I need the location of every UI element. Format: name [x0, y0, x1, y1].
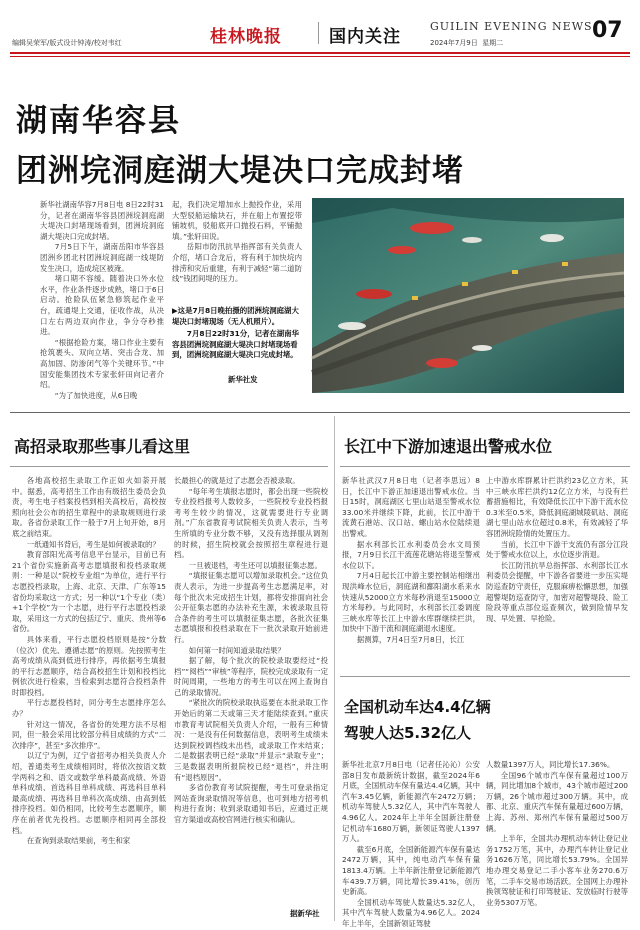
vehicles-paragraph: 上半年，全国共办理机动车转让登记业务1752万笔，其中，办理汽车转让登记业务1626万笔，同比增长53.79%。全国异地办理交易登记二手小客车业务270.6万笔，二手车交易市场活跃。全国网上办理补换领驾驶证和打印驾驶证、发放临时行驶等业务5307万笔。: [486, 834, 628, 907]
yangtze-paragraph: 当前，长江中下游干支流仍有部分江段处于警戒水位以上，水位逐步消退。: [486, 539, 628, 560]
section-divider: [10, 412, 630, 413]
yangtze-paragraph: 7月4日起长江中游主要控制站相继出现洪峰水位后，洞庭湖和鄱阳湖水系来水快速从52000立方米每秒消退至15000立方米每秒。与此同时，水利部长江委调度三峡水库等长江上中游水库群继续拦洪，加快中下游干流和洞庭湖退水速度。: [342, 571, 480, 634]
lead-article-column-2: [172, 200, 302, 292]
yangtze-article-column-2: [486, 476, 628, 664]
caption-line: 7月8日22时31分，记者在湖南华容县团洲垸洞庭湖大堤决口封堵现场看到，团洲垸洞庭湖大堤决口完成封堵。: [172, 329, 299, 360]
newspaper-name-english: GUILIN EVENING NEWS: [430, 20, 593, 33]
issue-date: [430, 38, 503, 48]
aerial-photo-illustration: [312, 198, 624, 393]
gaokao-article-column-1: [12, 476, 166, 922]
caption-line: ▶这是7月8日晚拍摄的团洲垸洞庭湖大堤决口封堵现场（无人机照片）。: [172, 306, 299, 326]
photo-caption: [172, 306, 302, 361]
date: 2024年7月9日: [430, 39, 478, 47]
section-title: 国内关注: [329, 27, 401, 47]
lead-paragraph: “根据抢险方案，堵口作业主要有抢筑裹头、双向立堵、突击合龙、加高加固、防渗闭气等个关键环节。”中国安能集团技术专家张轩田向记者介绍。: [40, 337, 164, 390]
gaokao-paragraph: 各地高校招生录取工作正如火如荼开展中。据悉，高考招生工作由有级招生委员会负责，考生电子档案投档到相关高校后，高校按照向社会公布的招生章程中的录取规则进行录取。各省份录取工作一般于7月上旬开始，8月底之前结束。: [12, 476, 166, 538]
gaokao-credit: 据新华社: [290, 909, 320, 918]
lead-paragraph: 起，我们决定增加水上抛投作业，采用大型驳船运输块石，并在船上布置挖带铺坡机，驳船底开口抛投石料，平铺抛填。”张轩田说。: [172, 200, 302, 241]
vehicles-headline-line1: 全国机动车达4.4亿辆: [344, 698, 491, 716]
gaokao-paragraph: 教育部阳光高考信息平台显示，目前已有21个省份实施新高考志愿填报和投档录取规则：一种是以“院校专业组”为单位，进行平行志愿投档录取，上海、北京、天津、广东等15省份均采取这一方式；另一种以“1个专业（类）+1个学校”为一个志愿，进行平行志愿投档录取，采用这一方式的包括辽宁、重庆、贵州等6省份。: [12, 550, 166, 634]
editor-credits: 编辑吴荣军/版式设计钟涛/校对韦红: [12, 39, 122, 47]
newspaper-logo: 桂林晚报: [210, 27, 282, 47]
yangtze-paragraph: 上中游水库群累计拦洪约23亿立方米，其中三峡水库拦洪约12亿立方米，与没有拦蓄措施相比，有效降低长江中下游干流水位0.3米至0.5米，降低洞庭湖城陵矶站、洞庭湖七里山站水位超过0.8米，有效减轻了华容团洲垸险情的处置压力。: [486, 476, 628, 538]
yangtze-article-column-1: [342, 476, 480, 664]
header-rule: [10, 52, 630, 54]
yangtze-paragraph: 据测算，7月4日至7月8日，长江: [356, 634, 465, 644]
vehicles-paragraph: 全国96个城市汽车保有量超过100万辆，同比增加8个城市，43个城市超过200万辆，26个城市超过300万辆。其中，成都、北京、重庆汽车保有量超过600万辆，上海、苏州、郑州汽车保有量超过500万辆。: [486, 770, 628, 833]
gaokao-paragraph: 以辽宁为例，辽宁省招考办相关负责人介绍，普通类考生成绩相同时，将依次按语文数学两科之和、语文或数学单科最高成绩、外语单科成绩、首选科目单科成绩、再选科目单科最高成绩、再选科目单科次高成绩、由高到低排序投档。如仍相同，比较考生志愿顺序，顺序在前者优先投档。志愿顺序相同再全部投档。: [12, 751, 166, 835]
section-divider: [340, 676, 630, 677]
vehicles-article-column-1: [342, 760, 480, 928]
vehicles-paragraph: 新华社北京7月8日电（记者任沁沁）公安部8日发布最新统计数据，截至2024年6月底，全国机动车保有量达4.4亿辆，其中汽车3.45亿辆，新能源汽车2472万辆；机动车驾驶人5.32亿人，其中汽车驾驶人4.96亿人。2024年上半年全国新注册登记机动车1680万辆，新领证驾驶人1397万人。: [342, 760, 480, 844]
header-rule-thin: [10, 56, 630, 57]
lead-paragraph: 7月5日下午，湖南岳阳市华容县团洲乡团北村团洲垸洞庭湖一线堤防发生决口，造成垸区被淹。: [40, 242, 164, 273]
yangtze-paragraph: 长江防汛抗旱总指挥部、水利部长江水利委员会提醒，中下游各省要进一步压实堤防巡查防守责任，克服麻痹松懈思想，加强超警堤防巡查防守，加密对超警堤段、险工险段等重点部位巡查频次，做到险情早发现、早处置、早抢险。: [486, 560, 628, 623]
vehicles-article-column-2: [486, 760, 628, 922]
gaokao-paragraph: 据了解，每个批次的院校录取要经过“投档”“阅档”“审核”等程序，院校完成录取有一定时间周期，一些地方的考生可以在网上查询自己的录取情况。: [174, 656, 328, 697]
gaokao-article-column-2: [174, 476, 328, 906]
gaokao-paragraph: 一旦被退档，考生还可以填报征集志愿。: [188, 560, 322, 570]
gaokao-paragraph: 具体来看，平行志愿投档原则是按“分数（位次）优先、遵循志愿”的原则。先按照考生高考成绩从高到低进行排序，再依据考生填报的平行志愿顺序，结合高校招生计划和投档比例依次进行检索，当检索到志愿符合投档条件时即投档。: [12, 634, 166, 697]
column-divider: [334, 416, 335, 921]
gaokao-paragraph: 一纸通知书背后，考生是如何被录取的？: [26, 539, 160, 549]
gaokao-paragraph: 平行志愿投档时，同分考生志愿排序怎么办？: [12, 698, 166, 719]
gaokao-paragraph: “每年考生填报志愿时，都会出现一些院校专业投档报考人数较多，一些院校专业投档报考考生较少的情况，这就需要进行专业调剂。”广东省教育考试院相关负责人表示，当考生所填的专业分数不够，又没有选择服从调剂的时候，招生院校就会按照招生章程进行退档。: [174, 486, 328, 560]
yangtze-headline: 长江中下游加速退出警戒水位: [344, 437, 553, 456]
vehicles-paragraph: 全国机动车驾驶人数量达5.32亿人，其中汽车驾驶人数量为4.96亿人。2024年上半年，全国新领证驾驶: [342, 897, 480, 928]
gaokao-paragraph: 如何第一时间知道录取结果？: [188, 645, 285, 655]
levee-breach-photo: [312, 198, 624, 393]
vehicles-paragraph: 人数量1397万人，同比增长17.36%。: [486, 760, 615, 769]
lead-article-column-1: [40, 200, 164, 400]
lead-headline-line1: 湖南华容县: [16, 103, 181, 139]
gaokao-paragraph: “紧批次的院校录取执巡要在本批录取工作开始后的第二天或第三天才能陆续查到。”重庆市教育考试院相关负责人介绍，一般有三种情况：一是没有任何数据信息，表明考生成绩未达到院校调档线未出档，或录取工作未结束；二是数据表明已经“录取”并显示“录取专业”；三是数据表明所报院校已经“退档”，并注明有“退档原因”。: [174, 698, 328, 782]
lead-paragraph: “为了加快进度，从6日晚: [54, 390, 138, 400]
gaokao-paragraph: “填报征集志愿可以增加录取机会。”这位负责人表示，为进一步提高考生志愿满足率，对每个批次未完成招生计划，都将安排面向社会公开征集志愿的办法补充生源，未被录取且符合条件的考生可以填报征集志愿，各批次征集志愿填报和投档录取在下一批次录取开始前进行。: [174, 571, 328, 644]
lead-paragraph: 堵口期不容缓。随着决口外水位水平，作业条件逐步成熟，堵口于6日启动。抢险队伍紧急修筑起作业平台，疏通堤上交通，征收作战，从决口左右两边双向作业，争分夺秒推进。: [40, 274, 164, 337]
gaokao-paragraph: 多省份教育考试院提醒，考生可登录指定网站查询录取情况等信息，也可到地方招考机构进行查询；收到录取通知书后，应通过正规官方渠道或高校官网进行核实和确认。: [174, 783, 328, 824]
lead-paragraph: 新华社湖南华容7月8日电 8日22时31分，记者在湖南华容县团洲垸洞庭湖大堤决口封堵现场看到，团洲垸洞庭湖大堤决口完成封堵。: [40, 200, 164, 241]
yangtze-paragraph: 新华社武汉7月8日电（记者李思远）8日，长江中下游正加速退出警戒水位。当日15时，洞庭湖区七里山站退至警戒水位33.00米并继续下降，此前，长江中游干流黄石港站、汉口站、螺山站水位陆续退出警戒。: [342, 476, 480, 538]
photo-credit: 新华社发: [228, 375, 258, 384]
gaokao-paragraph: 在查询到录取结果前，考生和家: [26, 836, 131, 846]
yangtze-paragraph: 据水利部长江水利委员会水文局预报，7月9日长江干流莲花塘站将退至警戒水位以下。: [342, 539, 480, 570]
gaokao-paragraph: 针对这一情况，各省份的处理方法不尽相同，但一般会采用比较部分科目成绩的方式“二次排序”，甚至“多次排序”。: [12, 719, 166, 750]
page-number: 07: [592, 18, 623, 43]
lead-paragraph: 岳阳市防汛抗旱指挥部有关负责人介绍，堵口合龙后，将有利于加快垸内排涝和灾后重建，有利于减轻“第二道防线”钱团间堤的压力。: [172, 242, 302, 284]
gaokao-title-rule: [10, 466, 328, 467]
header-divider: [318, 22, 319, 44]
gaokao-paragraph: 长最担心的就是过了志愿会否被录取。: [174, 476, 300, 485]
gaokao-headline: 高招录取那些事儿看这里: [14, 437, 191, 456]
yangtze-title-rule: [340, 466, 630, 467]
vehicles-headline-line2: 驾驶人达5.32亿人: [344, 724, 472, 742]
vehicles-paragraph: 截至6月底，全国新能源汽车保有量达2472万辆，其中，纯电动汽车保有量1813.4万辆。上半年新注册登记新能源汽车439.7万辆，同比增长39.41%，创历史新高。: [342, 844, 480, 897]
weekday: 星期二: [482, 39, 504, 47]
lead-headline-line2: 团洲垸洞庭湖大堤决口完成封堵: [16, 153, 464, 189]
